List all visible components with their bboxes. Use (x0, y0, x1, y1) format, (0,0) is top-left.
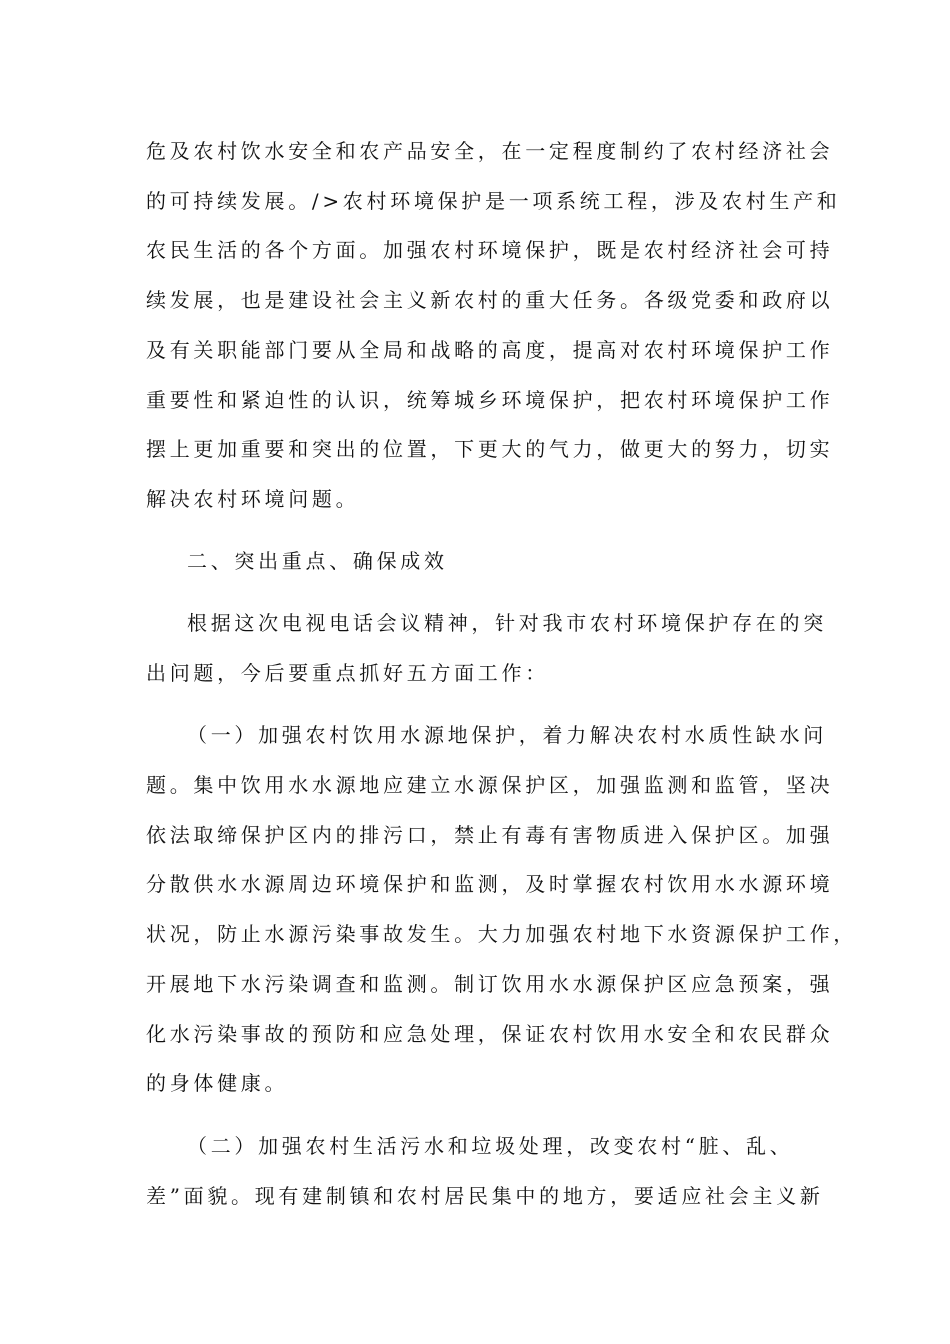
text-line: 题。集中饮用水水源地应建立水源保护区，加强监测和监管，坚决 (146, 773, 834, 797)
text-line: 危及农村饮水安全和农产品安全，在一定程度制约了农村经济社会 (146, 139, 834, 163)
text-line: 依法取缔保护区内的排污口，禁止有毒有害物质进入保护区。加强 (146, 823, 834, 847)
paragraph-first-line: （一）加强农村饮用水源地保护，着力解决农村水质性缺水问 (187, 723, 827, 747)
text-line: 状况，防止水源污染事故发生。大力加强农村地下水资源保护工作， (146, 922, 857, 946)
section-heading: 二、突出重点、确保成效 (187, 549, 448, 573)
text-line: 摆上更加重要和突出的位置，下更大的气力，做更大的努力，切实 (146, 437, 834, 461)
text-line: 化水污染事故的预防和应急处理，保证农村饮用水安全和农民群众 (146, 1022, 834, 1046)
paragraph-first-line: 根据这次电视电话会议精神，针对我市农村环境保护存在的突 (187, 611, 827, 635)
text-line: 出问题，今后要重点抓好五方面工作： (146, 661, 549, 685)
paragraph-first-line: （二）加强农村生活污水和垃圾处理，改变农村“脏、乱、 (187, 1134, 794, 1158)
text-line: 及有关职能部门要从全局和战略的高度，提高对农村环境保护工作 (146, 338, 834, 362)
text-line: 解决农村环境问题。 (146, 487, 360, 511)
text-line: 重要性和紧迫性的认识，统筹城乡环境保护，把农村环境保护工作 (146, 388, 834, 412)
text-line: 开展地下水污染调查和监测。制订饮用水水源保护区应急预案，强 (146, 972, 834, 996)
text-line: 的身体健康。 (146, 1071, 289, 1095)
text-line: 的可持续发展。/>农村环境保护是一项系统工程，涉及农村生产和 (146, 189, 841, 213)
text-line: 续发展，也是建设社会主义新农村的重大任务。各级党委和政府以 (146, 288, 834, 312)
text-line: 农民生活的各个方面。加强农村环境保护，既是农村经济社会可持 (146, 238, 834, 262)
text-line: 差”面貌。现有建制镇和农村居民集中的地方，要适应社会主义新 (146, 1184, 824, 1208)
text-line: 分散供水水源周边环境保护和监测，及时掌握农村饮用水水源环境 (146, 872, 834, 896)
